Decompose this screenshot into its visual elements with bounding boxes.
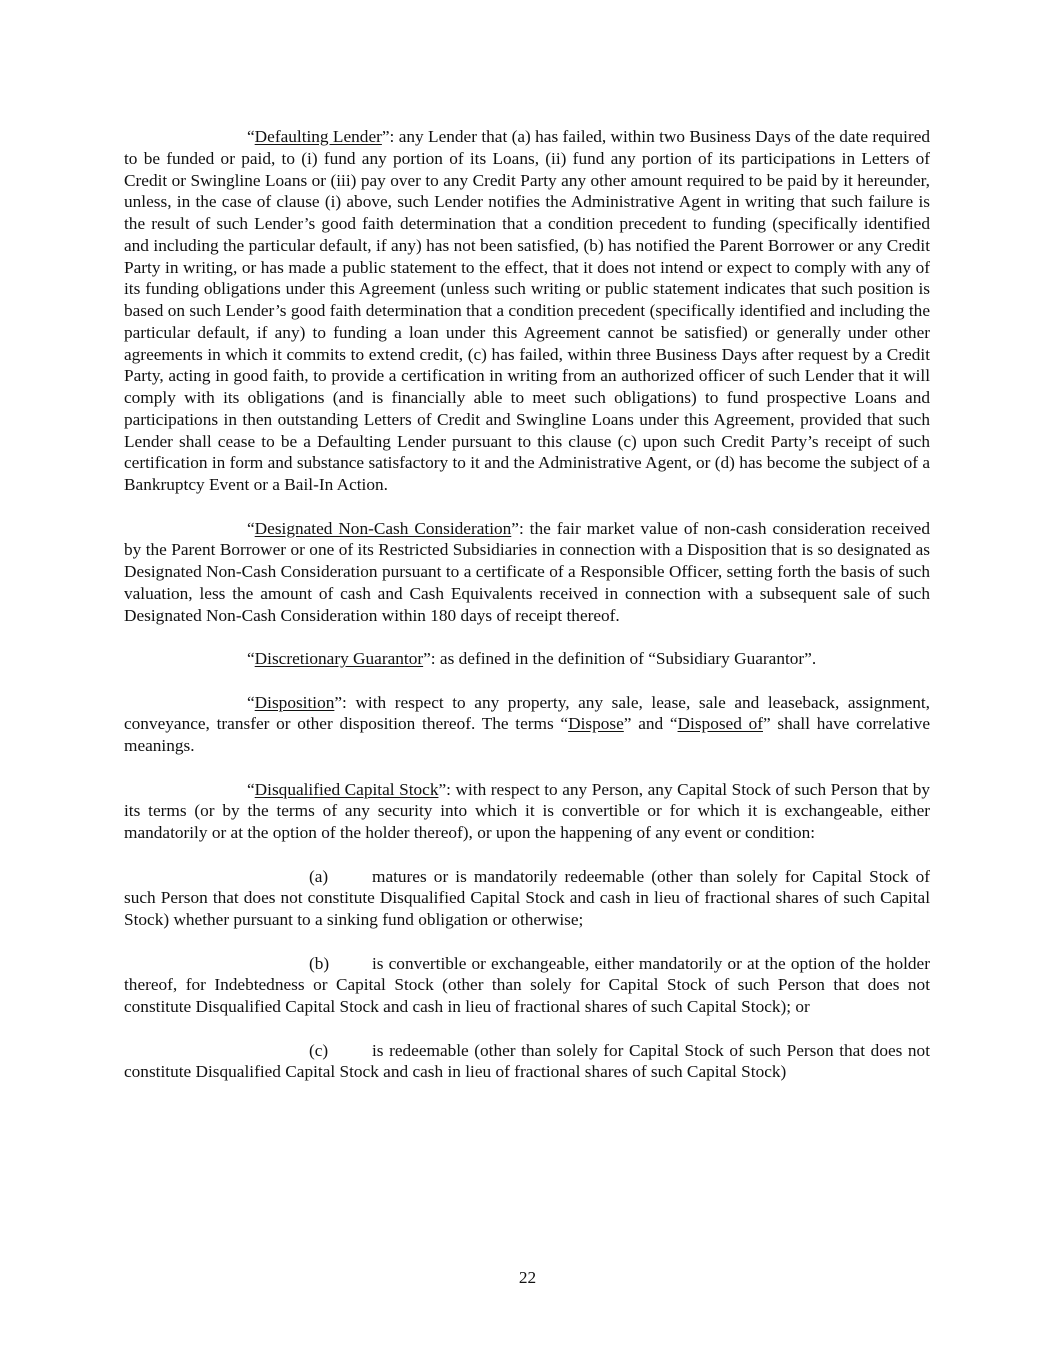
close-quote: ”: <box>438 779 451 799</box>
close-quote: ”: <box>334 692 347 712</box>
definition-discretionary-guarantor <box>124 648 930 670</box>
sub-clause-text: matures or is mandatorily redeemable (other than solely for Capital Stock of such Person that does not constitute Disqualified Capital Stock and cash in lieu of fractional shares of such Capital Stock) whether pursuant to a sinking fund obligation or otherwise; <box>124 866 930 929</box>
open-quote: “ <box>247 779 255 799</box>
sub-clause-a <box>124 866 930 931</box>
defined-term: Disqualified Capital Stock <box>254 779 439 799</box>
defined-term-dispose: Dispose <box>568 714 624 734</box>
definition-body: as defined in the definition of “Subsidiary Guarantor”. <box>435 649 817 668</box>
sub-clause-label: (c) <box>309 1040 329 1060</box>
definition-disqualified-capital-stock <box>124 779 930 844</box>
sub-clause-label: (b) <box>309 953 330 973</box>
open-quote: “ <box>247 518 255 538</box>
definition-body: any Lender that (a) has failed, within two Business Days of the date required to be funded or paid, to (i) fund any portion of its Loans, (ii) fund any portion of its participations in Letters of Credit or Swingline Loans or (iii) pay over to any Credit Party any other amount required to be paid by it hereunder, unless, in the case of clause (i) above, such Lender notifies the Administrative Agent in writing that such failure is the result of such Lender’s good faith determination that a condition precedent to funding (specifically identified and including the particular default, if any) has not been satisfied, (b) has notified the Parent Borrower or any Credit Party in writing, or has made a public statement to the effect, that it does not intend or expect to comply with any of its funding obligations under this Agreement (unless such writing or public statement indicates that such position is based on such Lender’s good faith determination that a condition precedent (specifically identified and including the particular default, if any) to funding a loan under this Agreement cannot be satisfied) or generally under other agreements in which it commits to extend credit, (c) has failed, within three Business Days after request by a Credit Party, acting in good faith, to provide a certification in writing from an authorized officer of such Lender that it will comply with its obligations (and is financially able to meet such obligations) to fund prospective Loans and participations in then outstanding Letters of Credit and Swingline Loans under this Agreement, provided that such Lender shall cease to be a Defaulting Lender pursuant to this clause (c) upon such Credit Party’s receipt of such certification in form and substance satisfactory to it and the Administrative Agent, or (d) has become the subject of a Bankruptcy Event or a Bail-In Action. <box>124 127 931 494</box>
sub-clause-text: is redeemable (other than solely for Capital Stock of such Person that does not constitute Disqualified Capital Stock and cash in lieu of fractional shares of such Capital Stock) <box>124 1040 930 1082</box>
close-quote: ”: <box>511 518 524 538</box>
sub-clause-c <box>124 1040 930 1084</box>
definition-disposition <box>124 692 930 757</box>
page-number: 22 <box>518 1268 537 1287</box>
definition-body: with respect to any Person, any Capital Stock of such Person that by its terms (or by the terms of any security into which it is convertible or for which it is exchangeable, either mandatorily or at the option of the holder thereof), or upon the happening of any event or condition: <box>124 779 930 842</box>
definition-body: with respect to any property, any sale, lease, sale and leaseback, assignment, conveyance, transfer or other disposition thereof. The terms “ <box>124 692 930 734</box>
defined-term: Designated Non-Cash Consideration <box>254 518 512 538</box>
close-quote: ”: <box>423 649 436 668</box>
close-quote: ”: <box>381 127 395 146</box>
open-quote: “ <box>247 649 255 668</box>
definition-body: the fair market value of non-cash consideration received by the Parent Borrower or one of its Restricted Subsidiaries in connection with a Disposition that is so designated as Designated Non-Cash Consideration pursuant to a certificate of a Responsible Officer, setting forth the basis of such valuation, less the amount of cash and Cash Equivalents received in connection with a subsequent sale of such Designated Non-Cash Consideration within 180 days of receipt thereof. <box>124 518 930 625</box>
open-quote: “ <box>247 127 255 146</box>
sub-clause-text: is convertible or exchangeable, either mandatorily or at the option of the holder thereof, for Indebtedness or Capital Stock (other than solely for Capital Stock of such Person that does not constitute Disqualified Capital Stock and cash in lieu of fractional shares of such Capital Stock); or <box>124 953 930 1016</box>
defined-term: Discretionary Guarantor <box>254 649 424 668</box>
document-page <box>124 126 930 1105</box>
definition-designated-non-cash-consideration <box>124 518 930 627</box>
defined-term-disposed-of: Disposed of <box>677 714 763 734</box>
defined-term: Defaulting Lender <box>254 127 382 146</box>
sub-clause-b <box>124 953 930 1018</box>
definition-defaulting-lender <box>124 126 930 496</box>
sub-clause-label: (a) <box>309 866 329 886</box>
definition-ending: ” shall have correlative meanings. <box>124 714 930 755</box>
defined-term: Disposition <box>254 692 335 712</box>
open-quote: “ <box>247 692 255 712</box>
definition-connector: ” and “ <box>623 714 678 734</box>
